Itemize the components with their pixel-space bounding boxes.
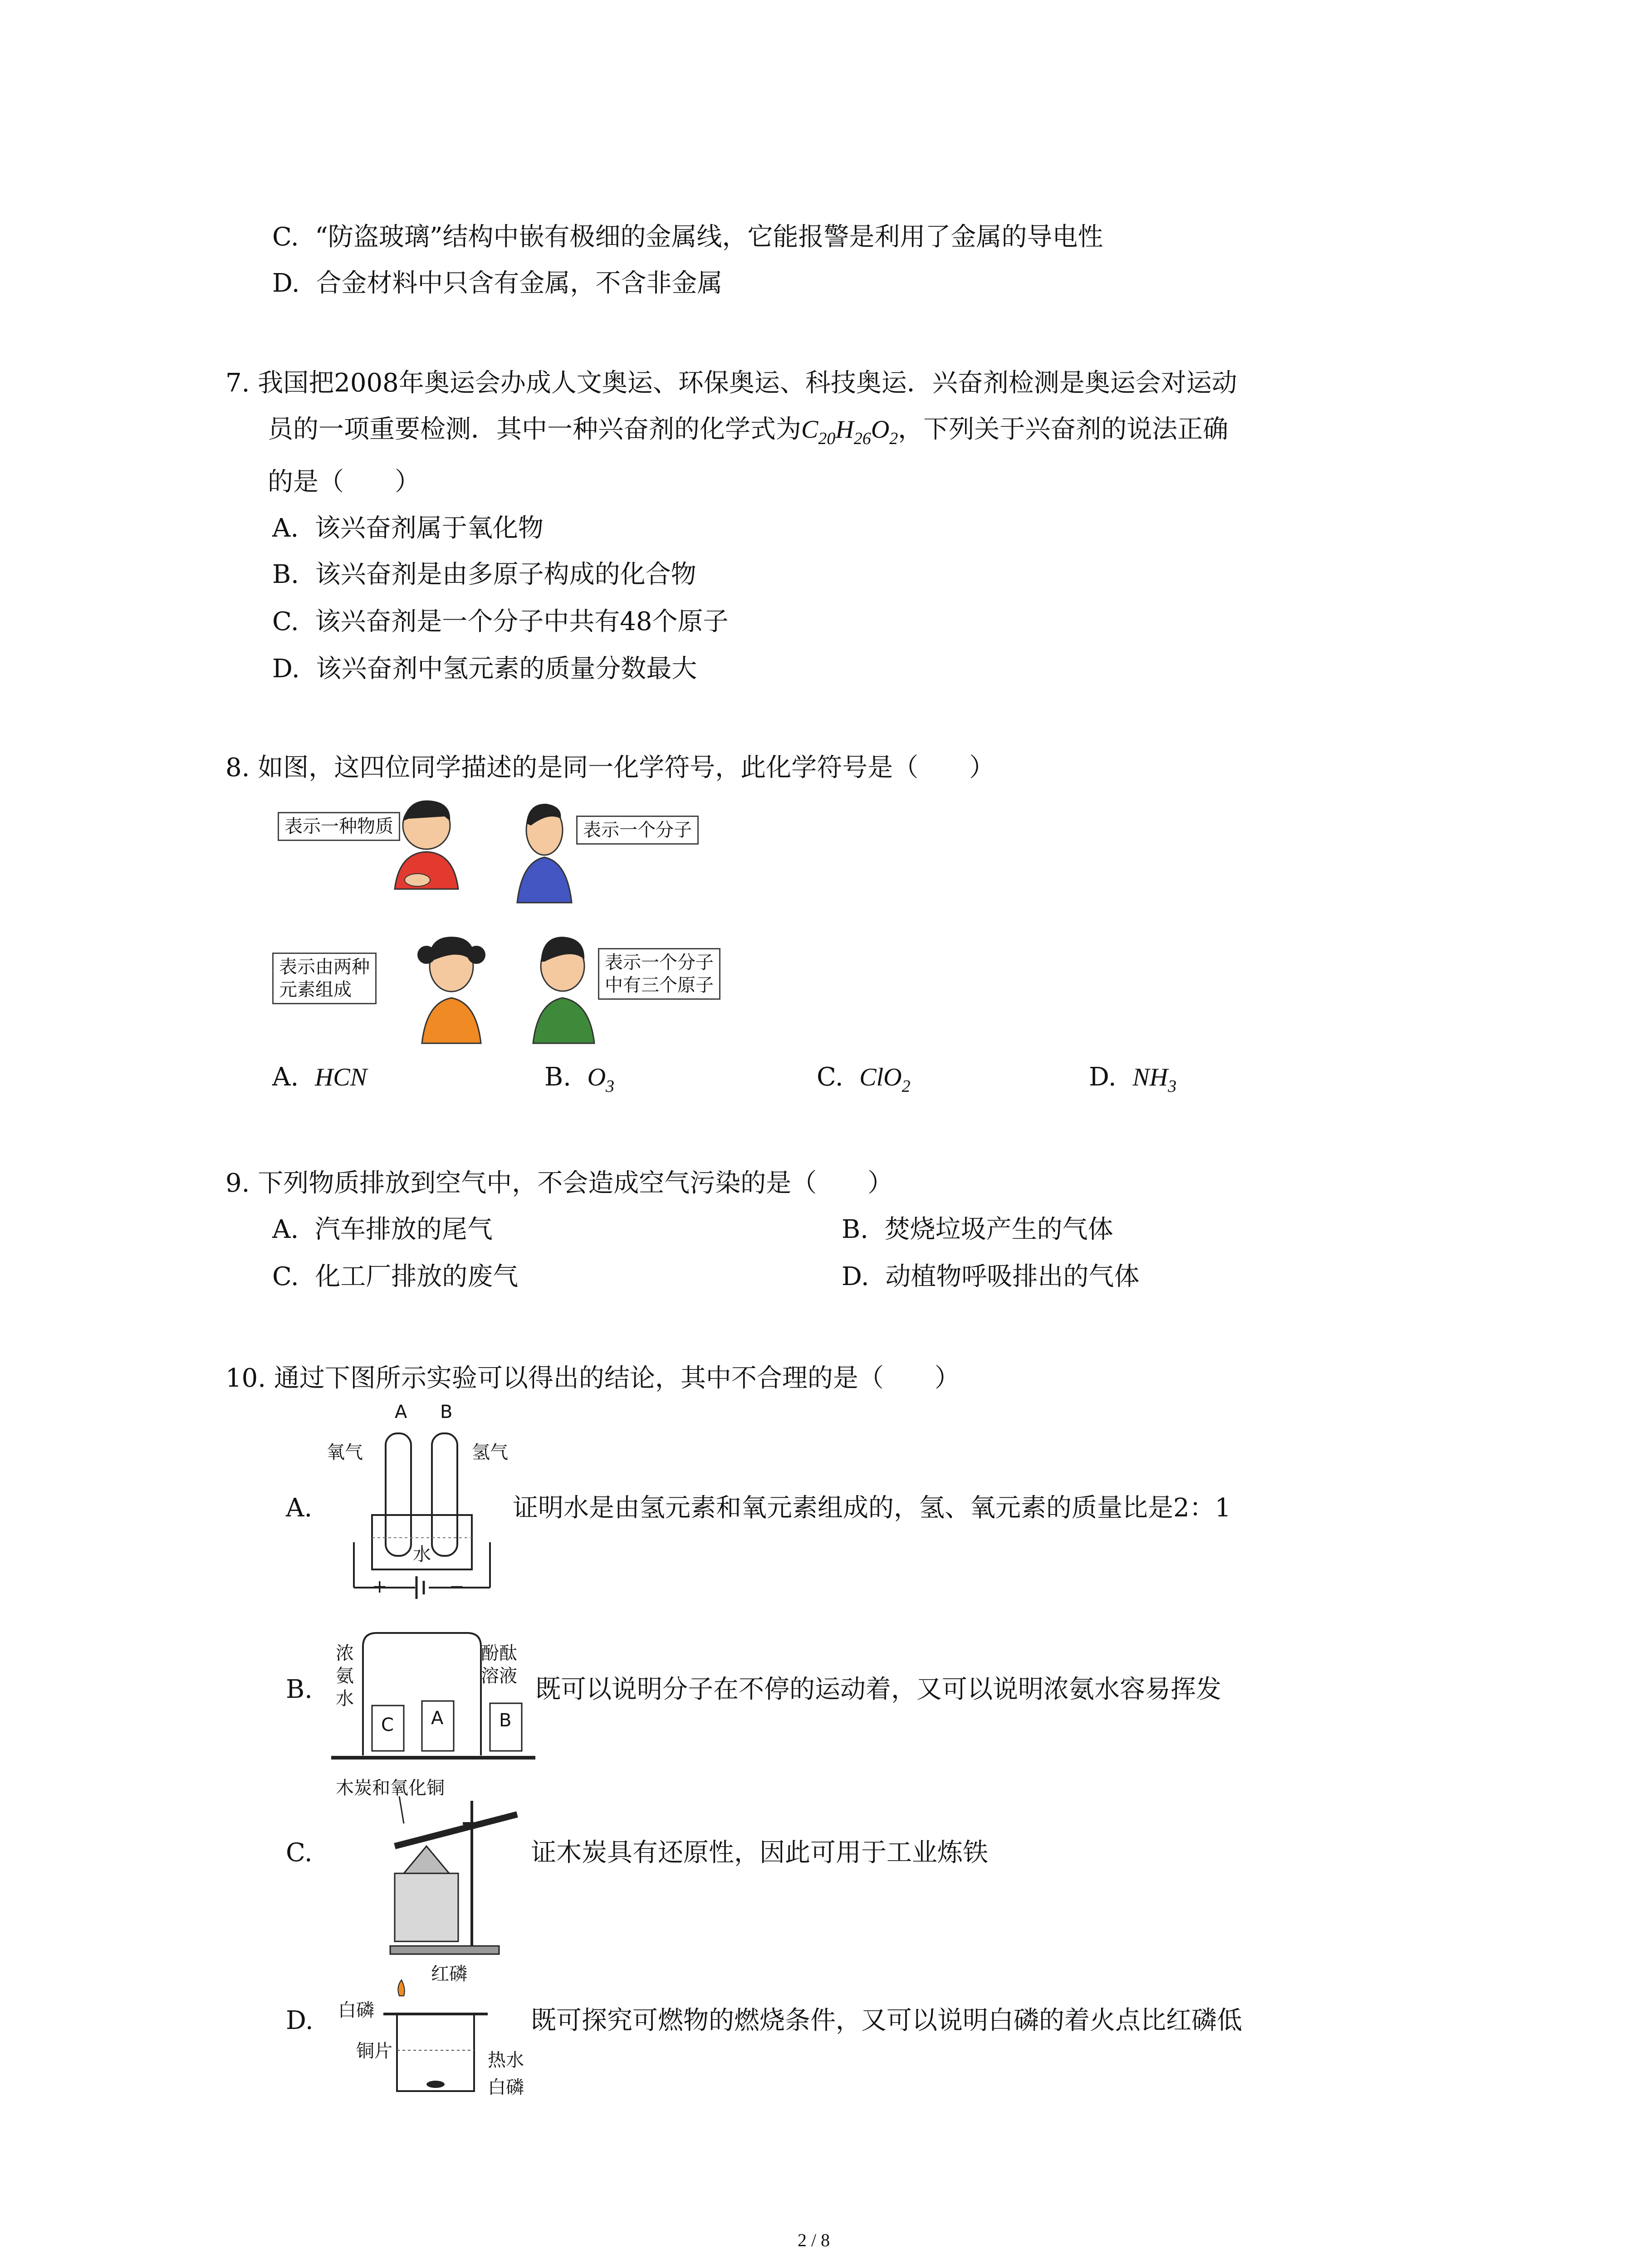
q8-students-illustration bbox=[272, 798, 749, 1052]
speech-bubble-1: 表示一种物质 bbox=[278, 812, 400, 841]
q8-option-a: A. HCN bbox=[272, 1062, 367, 1092]
students-drawing bbox=[272, 798, 749, 1052]
q10-option-a-text: 证明水是由氢元素和氧元素组成的，氢、氧元素的质量比是2：1 bbox=[513, 1493, 1231, 1523]
student-2-icon bbox=[517, 804, 572, 903]
chemical-formula: $C_{20}H_{26}O_2$ bbox=[801, 415, 898, 448]
q10-figure-a-electrolysis: A B 氧气 氢气 水 + − bbox=[327, 1402, 508, 1597]
q8-option-c: C. ClO$_2$ bbox=[817, 1062, 911, 1096]
q9-option-c: C. 化工厂排放的废气 bbox=[272, 1262, 519, 1291]
q10-option-c-text: 证木炭具有还原性，因此可用于工业炼铁 bbox=[531, 1838, 988, 1867]
q7-option-b: B. 该兴奋剂是由多原子构成的化合物 bbox=[272, 560, 696, 589]
q10-figure-c-reduction: 木炭和氧化铜 bbox=[336, 1774, 540, 1964]
q7-stem-line1: 7. 我国把2008年奥运会办成人文奥运、环保奥运、科技奥运．兴奋剂检测是奥运会对运动 bbox=[225, 368, 1237, 398]
q7-option-c: C. 该兴奋剂是一个分子中共有48个原子 bbox=[272, 607, 729, 636]
q10-option-a-label: A. bbox=[286, 1493, 313, 1523]
student-1-icon bbox=[395, 801, 458, 889]
q7-option-a: A. 该兴奋剂属于氧化物 bbox=[272, 513, 544, 543]
student-4-icon bbox=[533, 937, 594, 1043]
q10-figure-b-diffusion: 浓 氨 水 酚酞 溶液 C A B bbox=[331, 1624, 535, 1769]
q10-option-b-text: 既可以说明分子在不停的运动着，又可以说明浓氨水容易挥发 bbox=[535, 1675, 1221, 1704]
question-number: 7. bbox=[225, 368, 250, 398]
q9-option-d: D. 动植物呼吸排出的气体 bbox=[842, 1262, 1140, 1291]
q9-option-b: B. 焚烧垃圾产生的气体 bbox=[842, 1215, 1113, 1244]
speech-bubble-2: 表示一个分子 bbox=[576, 816, 699, 845]
q6-option-c: C. “防盗玻璃”结构中嵌有极细的金属线，它能报警是利用了金属的导电性 bbox=[272, 222, 1103, 252]
q8-stem: 8. 如图，这四位同学描述的是同一化学符号，此化学符号是（ ） bbox=[225, 753, 995, 782]
speech-bubble-4: 表示一个分子 中有三个原子 bbox=[598, 948, 720, 1000]
q7-stem-line2: 员的一项重要检测．其中一种兴奋剂的化学式为$C_{20}H_{26}O_2$，下列关于兴奋剂的说法正确 bbox=[268, 415, 1229, 448]
student-3-icon bbox=[417, 937, 485, 1043]
question-number: 9. bbox=[225, 1168, 250, 1198]
q10-option-c-label: C. bbox=[286, 1838, 313, 1867]
q7-stem-line3: 的是（ ） bbox=[268, 467, 420, 497]
q9-stem: 9. 下列物质排放到空气中，不会造成空气污染的是（ ） bbox=[225, 1168, 893, 1198]
q6-option-d: D. 合金材料中只含有金属，不含非金属 bbox=[272, 269, 723, 298]
q8-option-d: D. $NH_3$ bbox=[1089, 1062, 1177, 1096]
question-number: 10. bbox=[225, 1364, 266, 1393]
q10-option-b-label: B. bbox=[286, 1675, 313, 1704]
q10-option-d-text: 既可探究可燃物的燃烧条件，又可以说明白磷的着火点比红磷低 bbox=[531, 2006, 1242, 2035]
q10-figure-d-combustion: 红磷 白磷 铜片 热水 白磷 bbox=[338, 1964, 524, 2098]
speech-bubble-3: 表示由两种 元素组成 bbox=[272, 953, 377, 1004]
page-number: 2 / 8 bbox=[798, 2230, 830, 2250]
q8-option-b: B. $O_3$ bbox=[544, 1062, 615, 1096]
q10-stem: 10. 通过下图所示实验可以得出的结论，其中不合理的是（ ） bbox=[225, 1364, 960, 1393]
q9-option-a: A. 汽车排放的尾气 bbox=[272, 1215, 493, 1244]
q10-option-d-label: D. bbox=[286, 2006, 314, 2035]
question-number: 8. bbox=[225, 753, 250, 782]
q7-option-d: D. 该兴奋剂中氢元素的质量分数最大 bbox=[272, 654, 697, 684]
